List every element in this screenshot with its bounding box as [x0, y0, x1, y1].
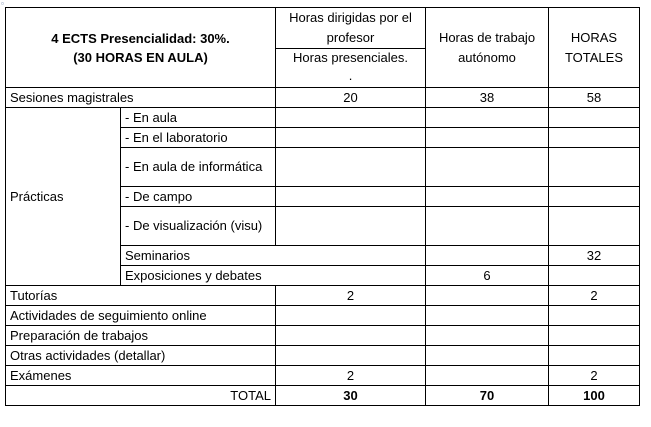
practicas-label: Prácticas	[6, 108, 121, 286]
header-directed-bottom: Horas presenciales.	[293, 50, 408, 65]
cell-directed: 2	[276, 366, 426, 386]
cell-directed	[276, 148, 426, 187]
cell-directed	[276, 326, 426, 346]
row-label: Seminarios	[121, 246, 426, 266]
cell-total: 2	[549, 286, 640, 306]
row-label: Exposiciones y debates	[121, 266, 426, 286]
header-title-line1: 4 ECTS Presencialidad: 30%.	[51, 30, 230, 46]
cell-autonomous	[549, 266, 640, 286]
practicas-sub-item: - En aula	[121, 108, 276, 128]
cell-total	[549, 128, 640, 148]
header-total: HORAS TOTALES	[549, 8, 640, 88]
row-label: Actividades de seguimiento online	[6, 306, 276, 326]
cell-directed: 2	[276, 286, 426, 306]
cell-autonomous	[426, 286, 549, 306]
cell-directed: 6	[426, 266, 549, 286]
corner-marker: ▫	[1, 0, 4, 8]
cell-total: 2	[549, 366, 640, 386]
header-row	[6, 8, 640, 49]
table-row	[6, 88, 640, 108]
cell-total	[549, 346, 640, 366]
cell-autonomous	[426, 187, 549, 207]
cell-total: 58	[549, 88, 640, 108]
row-label: Otras actividades (detallar)	[6, 346, 276, 366]
header-autonomous: Horas de trabajo autónomo	[426, 8, 549, 88]
totals-row	[6, 386, 640, 406]
cell-autonomous	[426, 346, 549, 366]
cell-directed	[276, 207, 426, 246]
cell-autonomous	[426, 108, 549, 128]
practicas-sub-item: - En el laboratorio	[121, 128, 276, 148]
table-row	[6, 326, 640, 346]
totals-total: 100	[549, 386, 640, 406]
practicas-sub-item: - De visualización (visu)	[121, 207, 276, 246]
totals-label: TOTAL	[6, 386, 276, 406]
row-label: Sesiones magistrales	[6, 88, 276, 108]
cell-directed	[276, 187, 426, 207]
cell-directed	[276, 306, 426, 326]
cell-directed	[276, 346, 426, 366]
cell-total	[549, 108, 640, 128]
cell-directed	[426, 246, 549, 266]
cell-autonomous: 38	[426, 88, 549, 108]
totals-autonomous: 70	[426, 386, 549, 406]
row-label: Exámenes	[6, 366, 276, 386]
header-title-cell	[6, 8, 276, 88]
header-directed-bottom-cell	[276, 49, 426, 88]
totals-directed: 30	[276, 386, 426, 406]
cell-autonomous	[426, 207, 549, 246]
cell-autonomous	[426, 128, 549, 148]
practicas-sub-item: - En aula de informática	[121, 148, 276, 187]
cell-autonomous	[426, 366, 549, 386]
table-row	[6, 346, 640, 366]
cell-autonomous	[426, 306, 549, 326]
table-row	[6, 286, 640, 306]
ects-hours-table	[5, 7, 640, 406]
cell-total	[549, 207, 640, 246]
practicas-sub-item: - De campo	[121, 187, 276, 207]
header-directed-dot: .	[348, 68, 353, 83]
table-row	[6, 108, 640, 128]
cell-directed	[276, 108, 426, 128]
row-label: Preparación de trabajos	[6, 326, 276, 346]
table-row	[6, 366, 640, 386]
cell-total	[549, 306, 640, 326]
cell-autonomous	[426, 148, 549, 187]
cell-total	[549, 326, 640, 346]
header-directed-top: Horas dirigidas por el profesor	[276, 8, 426, 49]
cell-autonomous	[426, 326, 549, 346]
table-row	[6, 306, 640, 326]
cell-total	[549, 187, 640, 207]
cell-directed	[276, 128, 426, 148]
cell-total	[549, 148, 640, 187]
row-label: Tutorías	[6, 286, 276, 306]
header-title-line2: (30 HORAS EN AULA)	[73, 49, 208, 65]
cell-directed: 20	[276, 88, 426, 108]
cell-autonomous: 32	[549, 246, 640, 266]
